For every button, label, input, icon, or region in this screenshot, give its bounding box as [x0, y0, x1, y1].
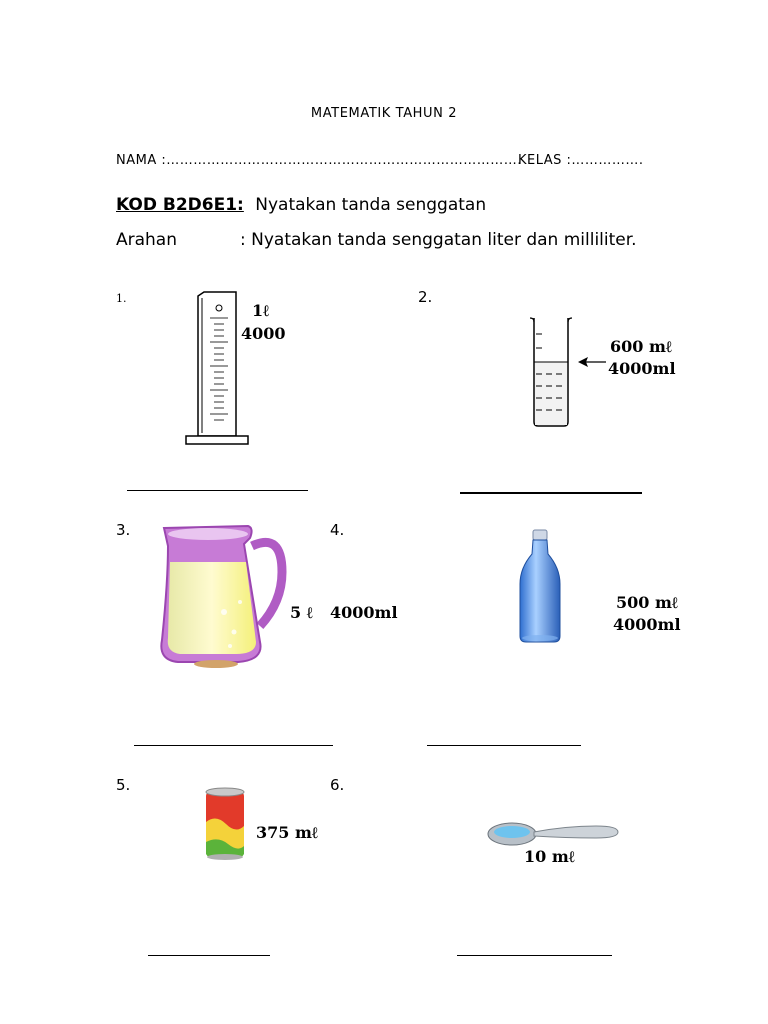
answer-line-4	[427, 745, 581, 746]
code-label: KOD B2D6E1:	[116, 195, 244, 215]
beaker-icon	[526, 316, 576, 430]
question-6-label: 10 mℓ	[524, 847, 575, 866]
class-field: KELAS :…………….	[518, 153, 644, 168]
question-3-label-bottom: 4000ml	[330, 603, 398, 622]
water-bottle-icon	[514, 528, 566, 646]
question-5-label: 375 mℓ	[256, 823, 318, 842]
question-3-number: 3.	[116, 521, 131, 539]
question-4-label-top: 500 mℓ	[616, 593, 678, 612]
answer-line-2	[460, 492, 642, 494]
instruction-label: Arahan	[116, 230, 178, 250]
question-6-number: 6.	[330, 776, 345, 794]
name-field: NAMA :…………………………………………………………………….	[116, 153, 522, 168]
question-1-label-bottom: 4000	[241, 324, 286, 343]
question-5-number: 5.	[116, 776, 131, 794]
question-4-label-bottom: 4000ml	[613, 615, 681, 634]
code-text: Nyatakan tanda senggatan	[255, 195, 487, 215]
page-title: MATEMATIK TAHUN 2	[310, 106, 458, 121]
measuring-cylinder-icon	[180, 288, 250, 450]
code-line	[116, 195, 486, 215]
jug-icon	[156, 522, 288, 670]
question-1-number: 1.	[116, 292, 127, 305]
question-2-label-top: 600 mℓ	[610, 337, 672, 356]
question-2-label-bottom: 4000ml	[608, 359, 676, 378]
arrow-left-icon	[578, 356, 608, 368]
question-3-label-top: 5 ℓ	[290, 603, 313, 622]
answer-line-5	[148, 955, 270, 956]
question-1-label-top: 1ℓ	[252, 301, 270, 320]
instruction-text: : Nyatakan tanda senggatan liter dan milliliter.	[240, 230, 637, 250]
answer-line-3	[134, 745, 333, 746]
drink-can-icon	[204, 786, 246, 862]
answer-line-6	[457, 955, 612, 956]
question-2-number: 2.	[418, 288, 433, 306]
question-4-number: 4.	[330, 521, 345, 539]
answer-line-1	[127, 490, 308, 491]
